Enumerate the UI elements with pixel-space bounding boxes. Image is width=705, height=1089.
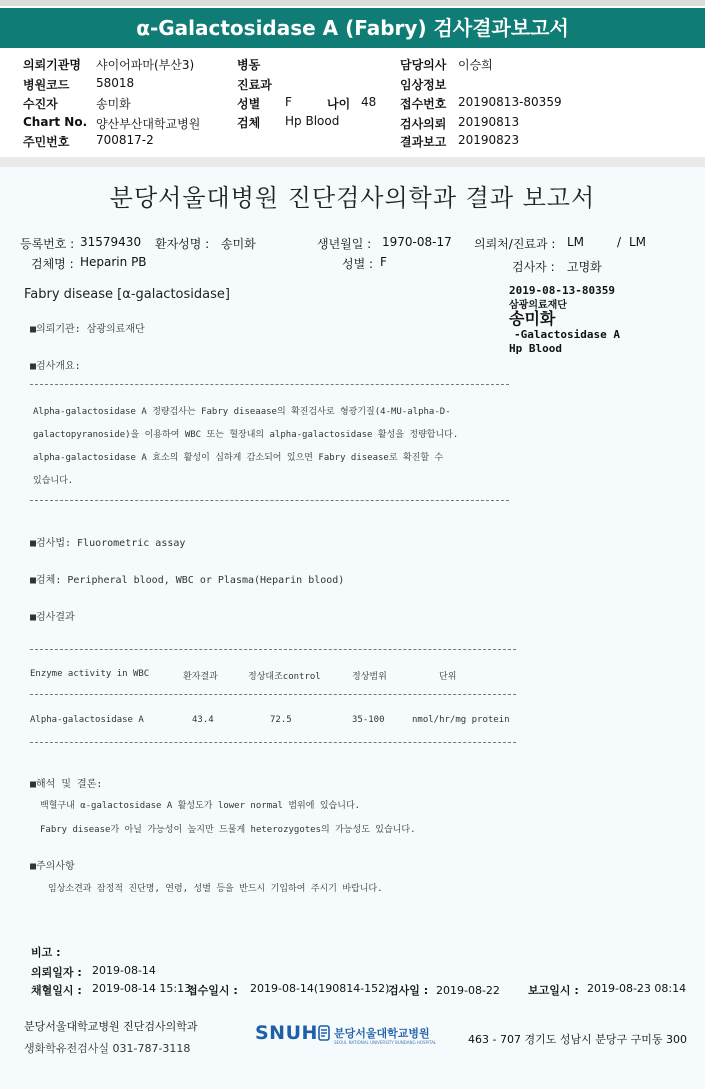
test-date-value: 2019-08-22 [436,984,500,997]
name-value: 송미화 [221,237,256,251]
cell-control: 72.5 [270,715,292,725]
overview-line-4: 있습니다. [33,476,74,486]
stamp-test: -Galactosidase A [514,328,620,341]
stamp-name: 송미화 [509,309,556,328]
dept-value-1: LM [567,235,585,249]
specimen-line: ■검체: Peripheral blood, WBC or Plasma(Heparin blood) [30,575,345,586]
label-report-date: 결과보고 [400,135,447,149]
label-request-date: 검사의뢰 [400,117,447,131]
logo-name: 분당서울대학교병원 [334,1027,430,1040]
divider [30,649,516,650]
separator [0,157,705,167]
label-department: 진료과 [237,78,272,92]
collect-value: 2019-08-14 15:13 [92,982,192,995]
method-line: ■검사법: Fluorometric assay [30,538,186,549]
value-hospital-code: 58018 [96,76,135,90]
label-chart-no: Chart No. [23,115,88,129]
institution-line: ■의뢰기관: 삼광의료재단 [30,324,145,335]
label-resident-no: 주민번호 [23,135,70,149]
label-specimen: 검체 [237,116,261,130]
value-institution: 샤이어파마(부산3) [96,58,195,72]
dob-value: 1970-08-17 [382,235,452,249]
dept-label: 의뢰처/진료과 : [474,237,556,251]
collect-label: 채혈일시 : [31,984,82,997]
sex-value: F [380,255,387,269]
label-ward: 병동 [237,58,261,72]
examiner-label: 검사자 : [512,260,555,274]
dob-label: 생년월일 : [317,237,372,251]
reg-value: 31579430 [80,235,142,249]
value-doctor: 이승희 [458,58,493,72]
dept-value-2: LM [629,235,647,249]
value-receipt-no: 20190813-80359 [458,95,562,109]
result-heading: ■검사결과 [30,612,75,623]
examiner-value: 고명화 [567,260,602,274]
reg-label: 등록번호 : [20,237,75,251]
footer-address: 463 - 707 경기도 성남시 분당구 구미동 300 [468,1033,687,1046]
value-patient: 송미화 [96,97,131,111]
dept-slash: / [617,235,622,249]
req-date-label: 의뢰일자 : [31,966,82,979]
footer-dept: 분당서울대학교병원 진단검사의학과 [24,1020,198,1033]
stamp-specimen: Hp Blood [509,342,562,355]
overview-line-2: galactopyranoside)을 이용하여 WBC 또는 혈장내의 alpha-galactosidase 활성을 정량합니다. [33,430,459,440]
receipt-value: 2019-08-14(190814-152) [250,982,390,995]
test-date-label: 검사일 : [388,984,429,997]
receipt-label: 접수일시 : [187,984,238,997]
col-header-control: 정상대조control [248,672,321,682]
col-header-enzyme: Enzyme activity in WBC [30,669,150,679]
stamp-org: 삼광의료재단 [509,300,567,311]
col-header-range: 정상범위 [352,672,387,682]
value-request-date: 20190813 [458,115,520,129]
cell-patient-result: 43.4 [192,715,214,725]
req-date-value: 2019-08-14 [92,964,156,977]
report-title: 분당서울대병원 진단검사의학과 결과 보고서 [109,184,596,212]
logo-english: SEOUL NATIONAL UNIVERSITY BUNDANG HOSPITAL [334,1040,437,1045]
label-doctor: 담당의사 [400,58,447,72]
test-name: Fabry disease [α-galactosidase] [24,287,230,302]
caution-line: 임상소견과 잠정적 진단명, 연령, 성별 등을 반드시 기입하여 주시기 바랍니다. [48,884,383,894]
interp-line-2: Fabry disease가 아닐 가능성이 높지만 드물게 heterozygotes의 가능성도 있습니다. [40,825,416,835]
cell-enzyme: Alpha-galactosidase A [30,715,144,725]
report-date-value: 2019-08-23 08:14 [587,982,687,995]
cell-unit: nmol/hr/mg protein [412,715,510,725]
cell-range: 35-100 [352,715,385,725]
report-document [0,167,705,1089]
label-patient: 수진자 [23,97,58,111]
label-clinical-info: 임상정보 [400,78,447,92]
label-sex: 성별 [237,97,261,111]
logo-emblem-icon [318,1025,330,1041]
col-header-patient: 환자결과 [183,672,218,682]
value-resident-no: 700817-2 [96,133,154,147]
specimen-label: 검체명 : [31,257,74,271]
value-age: 48 [361,95,377,109]
top-strip [0,0,705,6]
value-specimen: Hp Blood [285,114,340,128]
report-date-label: 보고일시 : [528,984,579,997]
value-report-date: 20190823 [458,133,520,147]
divider [30,694,516,695]
caution-heading: ■주의사항 [30,861,75,872]
value-sex: F [285,95,292,109]
logo-text: SNUH [255,1022,318,1044]
specimen-value: Heparin PB [80,255,147,269]
label-age: 나이 [327,97,351,111]
remarks-label: 비고 : [31,946,61,959]
divider [30,500,509,501]
divider [30,384,509,385]
label-institution: 의뢰기관명 [23,58,81,72]
overview-line-3: alpha-galactosidase A 효소의 활성이 심하게 감소되어 있으면 Fabry disease로 확진할 수 [33,453,444,463]
interp-heading: ■해석 및 결론: [30,779,103,790]
banner-title: α-Galactosidase A (Fabry) 검사결과보고서 [136,16,569,40]
label-receipt-no: 접수번호 [400,97,447,111]
interp-line-1: 백혈구내 α-galactosidase A 활성도가 lower normal 범위에 있습니다. [40,801,361,811]
divider [30,742,516,743]
overview-line-1: Alpha-galactosidase A 정량검사는 Fabry diseaase의 확진검사로 형광기질(4-MU-alpha-D- [33,407,451,417]
label-hospital-code: 병원코드 [23,78,70,92]
overview-heading: ■검사개요: [30,361,81,372]
sex-label: 성별 : [342,257,374,271]
stamp-number: 2019-08-13-80359 [509,284,615,297]
col-header-unit: 단위 [439,672,457,682]
name-label: 환자성명 : [155,237,210,251]
value-chart-no: 양산부산대학교병원 [96,117,201,131]
footer-lab: 생화학유전검사실 031-787-3118 [24,1042,191,1055]
